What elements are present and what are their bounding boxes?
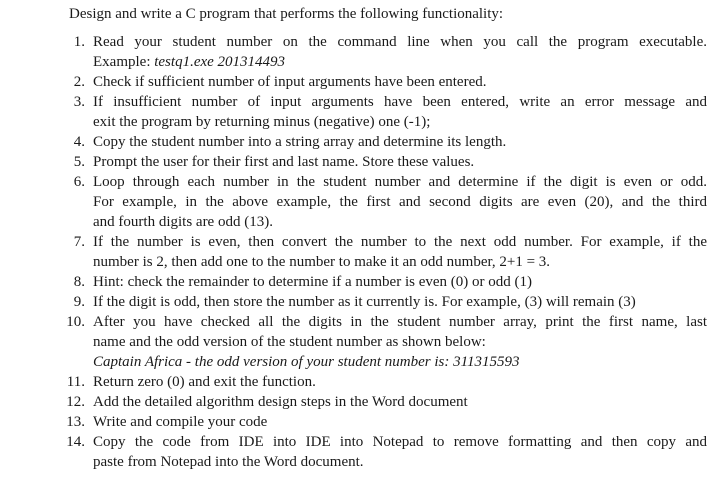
list-item xyxy=(66,412,707,432)
list-item-line: After you have checked all the digits in the student number array, print the first name, last xyxy=(93,314,707,330)
list-item xyxy=(69,272,707,292)
list-item-line: number is 2, then add one to the number to make it an odd number, 2+1 = 3. xyxy=(93,254,551,270)
list-item xyxy=(66,392,707,412)
list-item-line: Return zero (0) and exit the function. xyxy=(93,374,316,390)
example-command: testq1.exe 201314493 xyxy=(154,54,286,70)
list-item xyxy=(69,92,707,132)
list-item-line: Loop through each number in the student number and determine if the digit is even or odd. xyxy=(93,174,707,190)
list-item-line: If the number is even, then convert the number to the next odd number. For example, if the xyxy=(93,234,707,250)
list-item-line: exit the program by returning minus (negative) one (-1); xyxy=(93,114,431,130)
list-item-number: 10. xyxy=(66,314,85,330)
list-item-number: 8. xyxy=(73,274,85,290)
list-item-number: 2. xyxy=(73,74,85,90)
list-item-number: 9. xyxy=(73,294,85,310)
list-item-number: 3. xyxy=(73,94,85,110)
list-item-line: Add the detailed algorithm design steps in the Word document xyxy=(93,394,468,410)
list-item-line: Copy the student number into a string array and determine its length. xyxy=(93,134,507,150)
list-item-line: name and the odd version of the student number as shown below: xyxy=(93,334,486,350)
list-item-number: 4. xyxy=(73,134,85,150)
list-item-line: Write and compile your code xyxy=(93,414,268,430)
list-item xyxy=(69,132,707,152)
list-item xyxy=(69,172,707,232)
list-item-line: If insufficient number of input arguments have been entered, write an error message and xyxy=(93,94,707,110)
example-label: Example: xyxy=(93,54,155,70)
list-item-line: paste from Notepad into the Word document. xyxy=(93,454,364,470)
list-item xyxy=(69,72,707,92)
list-item xyxy=(69,32,707,72)
list-item-line: Read your student number on the command line when you call the program executable. xyxy=(93,34,707,50)
list-item-number: 6. xyxy=(73,174,85,190)
list-item-number: 7. xyxy=(73,234,85,250)
list-item xyxy=(69,292,707,312)
list-item xyxy=(66,432,707,472)
list-item-number: 5. xyxy=(73,154,85,170)
list-item-line: If the digit is odd, then store the number as it currently is. For example, (3) will remain (3) xyxy=(93,294,636,310)
list-item-line: For example, in the above example, the first and second digits are even (20), and the third xyxy=(93,194,707,210)
list-item-number: 1. xyxy=(73,34,85,50)
example-output: Captain Africa - the odd version of your student number is: 311315593 xyxy=(93,354,520,370)
list-item xyxy=(66,312,707,372)
list-item xyxy=(69,232,707,272)
list-item-line: and fourth digits are odd (13). xyxy=(93,214,273,230)
intro-text: Design and write a C program that performs the following functionality: xyxy=(69,6,504,22)
list-item-line: Check if sufficient number of input arguments have been entered. xyxy=(93,74,487,90)
list-item-line: Copy the code from IDE into IDE into Notepad to remove formatting and then copy and xyxy=(93,434,707,450)
list-item xyxy=(66,372,707,392)
list-item-number: 14. xyxy=(66,434,85,450)
list-item xyxy=(69,152,707,172)
instruction-list xyxy=(66,32,707,472)
list-item-line: Prompt the user for their first and last name. Store these values. xyxy=(93,154,475,170)
list-item-line xyxy=(93,52,707,72)
list-item-number: 13. xyxy=(66,414,85,430)
list-item-line: Hint: check the remainder to determine if a number is even (0) or odd (1) xyxy=(93,274,533,290)
list-item-number: 12. xyxy=(66,394,85,410)
list-item-number: 11. xyxy=(66,374,85,390)
